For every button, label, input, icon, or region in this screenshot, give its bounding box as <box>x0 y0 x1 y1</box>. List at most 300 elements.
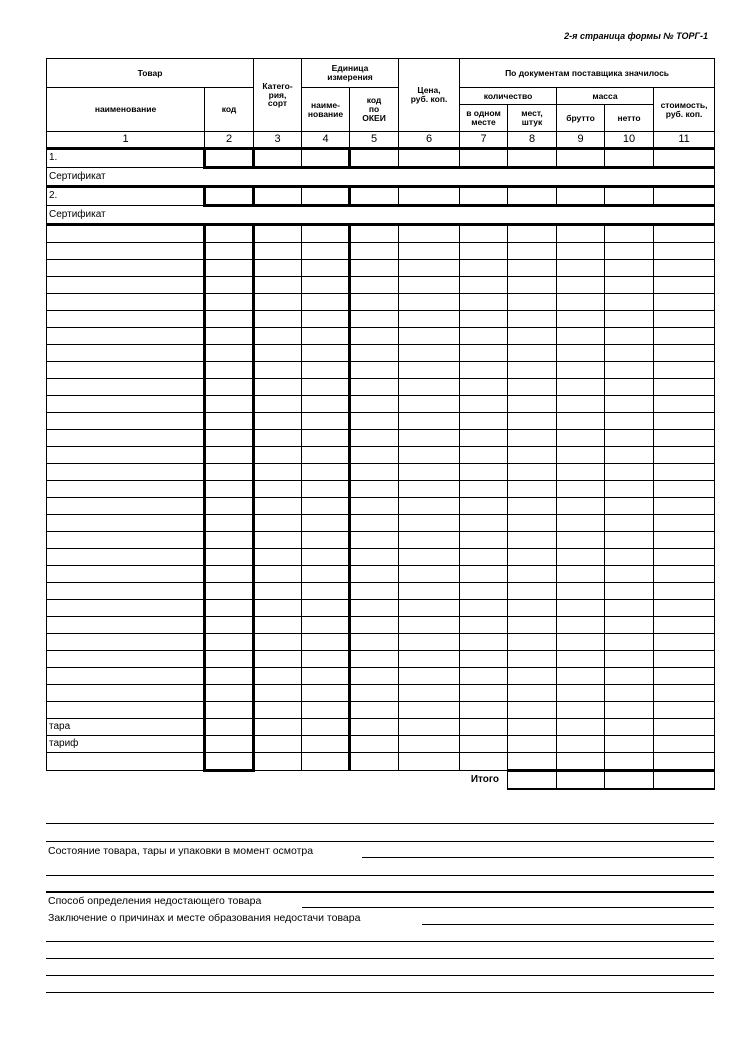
table-cell[interactable] <box>302 187 350 206</box>
table-cell[interactable] <box>399 413 460 430</box>
table-cell[interactable] <box>460 753 508 771</box>
table-cell[interactable] <box>254 362 302 379</box>
table-cell[interactable] <box>399 498 460 515</box>
table-cell[interactable] <box>605 225 654 243</box>
name-cell[interactable] <box>47 702 205 719</box>
table-cell[interactable] <box>350 668 399 685</box>
table-cell[interactable] <box>557 447 605 464</box>
table-cell[interactable] <box>508 600 557 617</box>
table-cell[interactable] <box>254 549 302 566</box>
table-cell[interactable] <box>460 311 508 328</box>
table-cell[interactable] <box>557 260 605 277</box>
table-cell[interactable] <box>508 243 557 260</box>
table-cell[interactable] <box>254 311 302 328</box>
kod-cell[interactable] <box>205 396 254 413</box>
table-cell[interactable] <box>254 668 302 685</box>
table-cell[interactable] <box>654 736 715 753</box>
table-cell[interactable] <box>508 668 557 685</box>
table-cell[interactable] <box>508 685 557 702</box>
table-cell[interactable] <box>350 413 399 430</box>
table-cell[interactable] <box>508 532 557 549</box>
table-cell[interactable] <box>605 311 654 328</box>
table-cell[interactable] <box>508 362 557 379</box>
table-cell[interactable] <box>350 277 399 294</box>
table-cell[interactable] <box>399 277 460 294</box>
name-cell[interactable] <box>47 481 205 498</box>
table-cell[interactable] <box>557 634 605 651</box>
table-cell[interactable] <box>399 685 460 702</box>
table-cell[interactable] <box>254 685 302 702</box>
table-cell[interactable] <box>460 634 508 651</box>
table-cell[interactable] <box>654 328 715 345</box>
kod-cell[interactable] <box>205 600 254 617</box>
table-cell[interactable] <box>508 260 557 277</box>
table-cell[interactable] <box>302 600 350 617</box>
table-cell[interactable] <box>399 617 460 634</box>
table-cell[interactable] <box>605 481 654 498</box>
table-cell[interactable] <box>399 515 460 532</box>
table-cell[interactable] <box>254 294 302 311</box>
table-cell[interactable] <box>654 498 715 515</box>
zaklyuchenie-fill-line[interactable] <box>422 924 714 925</box>
table-cell[interactable] <box>399 379 460 396</box>
table-cell[interactable] <box>605 583 654 600</box>
table-cell[interactable] <box>399 187 460 206</box>
table-cell[interactable] <box>399 600 460 617</box>
name-cell[interactable] <box>47 362 205 379</box>
table-cell[interactable] <box>399 396 460 413</box>
table-cell[interactable] <box>460 362 508 379</box>
table-cell[interactable] <box>557 328 605 345</box>
table-cell[interactable] <box>460 187 508 206</box>
table-cell[interactable] <box>302 549 350 566</box>
kod-cell[interactable] <box>205 260 254 277</box>
table-cell[interactable] <box>605 447 654 464</box>
table-cell[interactable] <box>350 396 399 413</box>
table-cell[interactable] <box>508 549 557 566</box>
name-cell[interactable] <box>47 685 205 702</box>
table-cell[interactable] <box>302 532 350 549</box>
table-cell[interactable] <box>350 753 399 771</box>
kod-cell[interactable] <box>205 566 254 583</box>
table-cell[interactable] <box>508 719 557 736</box>
kod-cell[interactable] <box>205 549 254 566</box>
table-cell[interactable] <box>508 294 557 311</box>
table-cell[interactable] <box>399 753 460 771</box>
table-cell[interactable] <box>350 149 399 168</box>
table-cell[interactable] <box>460 447 508 464</box>
table-cell[interactable] <box>460 719 508 736</box>
table-cell[interactable] <box>254 702 302 719</box>
table-cell[interactable] <box>654 702 715 719</box>
table-cell[interactable] <box>654 549 715 566</box>
kod-cell[interactable] <box>205 277 254 294</box>
table-cell[interactable] <box>508 396 557 413</box>
kod-cell[interactable] <box>205 328 254 345</box>
table-cell[interactable] <box>302 464 350 481</box>
table-cell[interactable] <box>399 362 460 379</box>
table-cell[interactable] <box>350 736 399 753</box>
kod-cell[interactable] <box>205 634 254 651</box>
table-cell[interactable] <box>460 328 508 345</box>
kod-cell[interactable] <box>205 294 254 311</box>
table-cell[interactable] <box>254 719 302 736</box>
table-cell[interactable] <box>654 243 715 260</box>
kod-cell[interactable] <box>205 668 254 685</box>
table-cell[interactable] <box>350 566 399 583</box>
table-cell[interactable] <box>254 583 302 600</box>
name-cell[interactable] <box>47 617 205 634</box>
table-cell[interactable] <box>605 294 654 311</box>
table-cell[interactable] <box>508 702 557 719</box>
table-cell[interactable] <box>302 634 350 651</box>
table-cell[interactable] <box>605 719 654 736</box>
table-cell[interactable] <box>302 379 350 396</box>
table-cell[interactable] <box>557 702 605 719</box>
table-cell[interactable] <box>302 583 350 600</box>
table-cell[interactable] <box>557 277 605 294</box>
table-cell[interactable] <box>460 225 508 243</box>
table-cell[interactable] <box>508 311 557 328</box>
table-cell[interactable] <box>557 651 605 668</box>
table-cell[interactable] <box>605 498 654 515</box>
table-cell[interactable] <box>460 481 508 498</box>
table-cell[interactable] <box>302 311 350 328</box>
table-cell[interactable] <box>654 600 715 617</box>
name-cell[interactable] <box>47 328 205 345</box>
kod-cell[interactable] <box>205 498 254 515</box>
table-cell[interactable] <box>350 532 399 549</box>
table-cell[interactable] <box>557 736 605 753</box>
table-cell[interactable] <box>254 515 302 532</box>
table-cell[interactable] <box>654 260 715 277</box>
table-cell[interactable] <box>605 702 654 719</box>
table-cell[interactable] <box>460 430 508 447</box>
table-cell[interactable] <box>557 413 605 430</box>
table-cell[interactable] <box>399 311 460 328</box>
table-cell[interactable] <box>605 549 654 566</box>
table-cell[interactable] <box>557 481 605 498</box>
kod-cell[interactable] <box>205 379 254 396</box>
table-cell[interactable] <box>254 634 302 651</box>
name-cell[interactable] <box>47 379 205 396</box>
table-cell[interactable] <box>254 481 302 498</box>
table-cell[interactable] <box>399 583 460 600</box>
table-cell[interactable] <box>302 260 350 277</box>
table-cell[interactable] <box>350 328 399 345</box>
table-cell[interactable] <box>654 634 715 651</box>
table-cell[interactable] <box>254 260 302 277</box>
table-cell[interactable] <box>302 719 350 736</box>
name-cell[interactable] <box>47 345 205 362</box>
table-cell[interactable] <box>557 311 605 328</box>
table-cell[interactable] <box>605 243 654 260</box>
table-cell[interactable] <box>302 617 350 634</box>
table-cell[interactable] <box>654 225 715 243</box>
table-cell[interactable] <box>654 481 715 498</box>
table-cell[interactable] <box>557 515 605 532</box>
table-cell[interactable] <box>460 651 508 668</box>
table-cell[interactable] <box>302 243 350 260</box>
name-cell[interactable] <box>47 311 205 328</box>
table-cell[interactable] <box>254 396 302 413</box>
table-cell[interactable] <box>254 149 302 168</box>
table-cell[interactable] <box>302 396 350 413</box>
table-cell[interactable] <box>460 277 508 294</box>
name-cell[interactable] <box>47 294 205 311</box>
table-cell[interactable] <box>605 515 654 532</box>
table-cell[interactable] <box>508 583 557 600</box>
table-cell[interactable] <box>557 617 605 634</box>
name-cell[interactable] <box>47 668 205 685</box>
table-cell[interactable] <box>605 685 654 702</box>
table-cell[interactable] <box>302 566 350 583</box>
table-cell[interactable] <box>654 719 715 736</box>
table-cell[interactable] <box>654 277 715 294</box>
table-cell[interactable] <box>557 566 605 583</box>
table-cell[interactable] <box>460 685 508 702</box>
table-cell[interactable] <box>460 464 508 481</box>
table-cell[interactable] <box>654 362 715 379</box>
name-cell[interactable] <box>47 413 205 430</box>
table-cell[interactable] <box>605 396 654 413</box>
itogo-cell[interactable] <box>605 771 654 790</box>
table-cell[interactable] <box>302 345 350 362</box>
kod-cell[interactable] <box>205 311 254 328</box>
table-cell[interactable] <box>508 187 557 206</box>
table-cell[interactable] <box>654 396 715 413</box>
table-cell[interactable] <box>254 225 302 243</box>
table-cell[interactable] <box>350 702 399 719</box>
kod-cell[interactable] <box>205 753 254 771</box>
name-cell[interactable] <box>47 583 205 600</box>
table-cell[interactable] <box>399 430 460 447</box>
table-cell[interactable] <box>399 464 460 481</box>
table-cell[interactable] <box>605 600 654 617</box>
table-cell[interactable] <box>350 345 399 362</box>
table-cell[interactable] <box>557 549 605 566</box>
table-cell[interactable] <box>605 260 654 277</box>
table-cell[interactable] <box>557 362 605 379</box>
table-cell[interactable] <box>654 753 715 771</box>
table-cell[interactable] <box>508 651 557 668</box>
table-cell[interactable] <box>508 447 557 464</box>
kod-cell[interactable] <box>205 345 254 362</box>
table-cell[interactable] <box>460 617 508 634</box>
table-cell[interactable] <box>302 515 350 532</box>
table-cell[interactable] <box>254 498 302 515</box>
table-cell[interactable] <box>460 566 508 583</box>
table-cell[interactable] <box>254 345 302 362</box>
table-cell[interactable] <box>350 430 399 447</box>
kod-cell[interactable] <box>205 464 254 481</box>
table-cell[interactable] <box>302 225 350 243</box>
table-cell[interactable] <box>557 187 605 206</box>
table-cell[interactable] <box>605 345 654 362</box>
table-cell[interactable] <box>460 149 508 168</box>
table-cell[interactable] <box>254 566 302 583</box>
kod-cell[interactable] <box>205 187 254 206</box>
table-cell[interactable] <box>350 225 399 243</box>
table-cell[interactable] <box>654 430 715 447</box>
table-cell[interactable] <box>302 498 350 515</box>
table-cell[interactable] <box>654 187 715 206</box>
name-cell[interactable] <box>47 566 205 583</box>
table-cell[interactable] <box>399 549 460 566</box>
table-cell[interactable] <box>350 362 399 379</box>
table-cell[interactable] <box>399 668 460 685</box>
kod-cell[interactable] <box>205 243 254 260</box>
table-cell[interactable] <box>605 430 654 447</box>
table-cell[interactable] <box>508 515 557 532</box>
table-cell[interactable] <box>654 532 715 549</box>
table-cell[interactable] <box>557 719 605 736</box>
table-cell[interactable] <box>350 311 399 328</box>
table-cell[interactable] <box>302 685 350 702</box>
table-cell[interactable] <box>302 651 350 668</box>
table-cell[interactable] <box>350 294 399 311</box>
table-cell[interactable] <box>302 702 350 719</box>
table-cell[interactable] <box>654 685 715 702</box>
name-cell[interactable] <box>47 225 205 243</box>
table-cell[interactable] <box>605 277 654 294</box>
table-cell[interactable] <box>302 430 350 447</box>
table-cell[interactable] <box>605 651 654 668</box>
table-cell[interactable] <box>350 260 399 277</box>
table-cell[interactable] <box>654 583 715 600</box>
kod-cell[interactable] <box>205 532 254 549</box>
kod-cell[interactable] <box>205 225 254 243</box>
table-cell[interactable] <box>557 498 605 515</box>
table-cell[interactable] <box>254 430 302 447</box>
table-cell[interactable] <box>399 651 460 668</box>
table-cell[interactable] <box>460 379 508 396</box>
table-cell[interactable] <box>302 668 350 685</box>
table-cell[interactable] <box>654 294 715 311</box>
kod-cell[interactable] <box>205 515 254 532</box>
name-cell[interactable] <box>47 600 205 617</box>
table-cell[interactable] <box>302 413 350 430</box>
name-cell[interactable] <box>47 464 205 481</box>
kod-cell[interactable] <box>205 736 254 753</box>
table-cell[interactable] <box>254 187 302 206</box>
table-cell[interactable] <box>605 753 654 771</box>
name-cell[interactable] <box>47 243 205 260</box>
table-cell[interactable] <box>254 413 302 430</box>
table-cell[interactable] <box>399 260 460 277</box>
name-cell[interactable] <box>47 260 205 277</box>
table-cell[interactable] <box>557 294 605 311</box>
table-cell[interactable] <box>605 328 654 345</box>
table-cell[interactable] <box>350 583 399 600</box>
table-cell[interactable] <box>350 464 399 481</box>
table-cell[interactable] <box>557 753 605 771</box>
table-cell[interactable] <box>350 634 399 651</box>
kod-cell[interactable] <box>205 430 254 447</box>
sostoyanie-fill-line[interactable] <box>362 857 714 858</box>
table-cell[interactable] <box>557 600 605 617</box>
table-cell[interactable] <box>654 345 715 362</box>
itogo-cell[interactable] <box>654 771 715 790</box>
table-cell[interactable] <box>605 362 654 379</box>
table-cell[interactable] <box>605 379 654 396</box>
name-cell[interactable] <box>47 447 205 464</box>
table-cell[interactable] <box>350 481 399 498</box>
table-cell[interactable] <box>557 396 605 413</box>
name-cell[interactable] <box>47 532 205 549</box>
name-cell[interactable] <box>47 753 205 771</box>
table-cell[interactable] <box>605 736 654 753</box>
kod-cell[interactable] <box>205 413 254 430</box>
table-cell[interactable] <box>557 464 605 481</box>
table-cell[interactable] <box>254 379 302 396</box>
kod-cell[interactable] <box>205 702 254 719</box>
table-cell[interactable] <box>508 277 557 294</box>
table-cell[interactable] <box>557 430 605 447</box>
table-cell[interactable] <box>399 345 460 362</box>
table-cell[interactable] <box>399 532 460 549</box>
table-cell[interactable] <box>350 515 399 532</box>
table-cell[interactable] <box>557 379 605 396</box>
table-cell[interactable] <box>302 753 350 771</box>
name-cell[interactable] <box>47 396 205 413</box>
table-cell[interactable] <box>654 566 715 583</box>
table-cell[interactable] <box>508 345 557 362</box>
table-cell[interactable] <box>399 634 460 651</box>
table-cell[interactable] <box>557 532 605 549</box>
table-cell[interactable] <box>350 600 399 617</box>
table-cell[interactable] <box>399 447 460 464</box>
table-cell[interactable] <box>399 243 460 260</box>
table-cell[interactable] <box>557 668 605 685</box>
table-cell[interactable] <box>654 379 715 396</box>
table-cell[interactable] <box>399 294 460 311</box>
table-cell[interactable] <box>460 243 508 260</box>
table-cell[interactable] <box>508 566 557 583</box>
table-cell[interactable] <box>302 481 350 498</box>
table-cell[interactable] <box>508 464 557 481</box>
kod-cell[interactable] <box>205 685 254 702</box>
kod-cell[interactable] <box>205 481 254 498</box>
itogo-cell[interactable] <box>557 771 605 790</box>
table-cell[interactable] <box>350 685 399 702</box>
table-cell[interactable] <box>302 149 350 168</box>
table-cell[interactable] <box>508 225 557 243</box>
table-cell[interactable] <box>399 225 460 243</box>
table-cell[interactable] <box>460 396 508 413</box>
table-cell[interactable] <box>557 225 605 243</box>
table-cell[interactable] <box>654 651 715 668</box>
table-cell[interactable] <box>254 328 302 345</box>
table-cell[interactable] <box>605 634 654 651</box>
table-cell[interactable] <box>557 345 605 362</box>
kod-cell[interactable] <box>205 651 254 668</box>
table-cell[interactable] <box>254 753 302 771</box>
table-cell[interactable] <box>350 243 399 260</box>
kod-cell[interactable] <box>205 149 254 168</box>
table-cell[interactable] <box>302 328 350 345</box>
itogo-cell[interactable] <box>508 771 557 790</box>
kod-cell[interactable] <box>205 447 254 464</box>
table-cell[interactable] <box>350 651 399 668</box>
table-cell[interactable] <box>605 413 654 430</box>
table-cell[interactable] <box>399 719 460 736</box>
table-cell[interactable] <box>302 447 350 464</box>
kod-cell[interactable] <box>205 719 254 736</box>
table-cell[interactable] <box>508 753 557 771</box>
table-cell[interactable] <box>350 379 399 396</box>
table-cell[interactable] <box>508 379 557 396</box>
